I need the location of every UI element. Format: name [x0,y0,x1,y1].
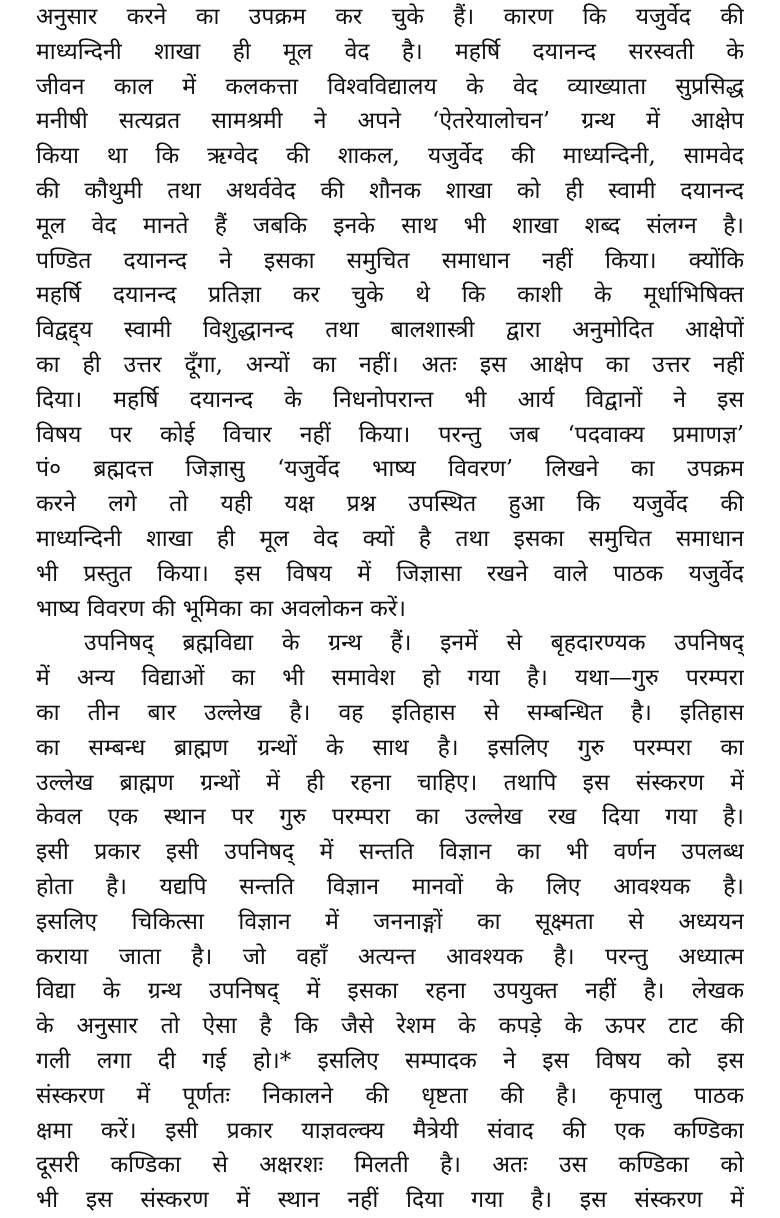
paragraph-2 [36,626,744,1218]
text-line: विद्या के ग्रन्थ उपनिषद् में इसका रहना उपयुक्त नहीं है। लेखक [36,978,744,1005]
text-line: उपनिषद् ब्रह्मविद्या के ग्रन्थ हैं। इनमें से बृहदारण्यक उपनिषद् [84,630,744,657]
text-line: दूसरी कण्डिका से अक्षरशः मिलती है। अतः उस कण्डिका को [36,1152,744,1179]
text-line: किया था कि ऋग्वेद की शाकल, यजुर्वेद की माध्यन्दिनी, सामवेद [36,143,744,170]
text-line: पं० ब्रह्मदत्त जिज्ञासु ‘यजुर्वेद भाष्य विवरण’ लिखने का उपक्रम [36,456,744,483]
paragraph-1 [36,0,744,626]
text-line: संस्करण में पूर्णतः निकालने की धृष्टता की है। कृपालु पाठक [36,1082,744,1109]
text-line: का तीन बार उल्लेख है। वह इतिहास से सम्बन्धित है। इतिहास [36,699,744,726]
text-line: माध्यन्दिनी शाखा ही मूल वेद क्यों है तथा इसका समुचित समाधान [36,525,744,552]
text-line: भी प्रस्तुत किया। इस विषय में जिज्ञासा रखने वाले पाठक यजुर्वेद [36,560,744,587]
text-line: जीवन काल में कलकत्ता विश्वविद्यालय के वेद व्याख्याता सुप्रसिद्ध [36,73,744,100]
text-line: में अन्य विद्याओं का भी समावेश हो गया है। यथा—गुरु परम्परा [36,665,744,692]
text-line: मूल वेद मानते हैं जबकि इनके साथ भी शाखा शब्द संलग्न है। [36,212,744,239]
text-line: का ही उत्तर दूँगा, अन्यों का नहीं। अतः इस आक्षेप का उत्तर नहीं [36,351,744,378]
text-line: मनीषी सत्यव्रत सामश्रमी ने अपने ‘ऐतरेयालोचन’ ग्रन्थ में आक्षेप [36,108,744,135]
text-line: दिया। महर्षि दयानन्द के निधनोपरान्त भी आर्य विद्वानों ने इस [36,386,744,413]
text-line: गली लगा दी गई हो।* इसलिए सम्पादक ने इस विषय को इस [36,1047,744,1074]
text-line: केवल एक स्थान पर गुरु परम्परा का उल्लेख रख दिया गया है। [36,804,744,831]
text-line: भी इस संस्करण में स्थान नहीं दिया गया है। इस संस्करण में [36,1187,744,1214]
document-page [36,0,744,1218]
text-line: का सम्बन्ध ब्राह्मण ग्रन्थों के साथ है। इसलिए गुरु परम्परा का [36,734,744,761]
text-line: पण्डित दयानन्द ने इसका समुचित समाधान नहीं किया। क्योंकि [36,247,744,274]
text-line: के अनुसार तो ऐसा है कि जैसे रेशम के कपड़े के ऊपर टाट की [36,1013,744,1040]
text-line: भाष्य विवरण की भूमिका का अवलोकन करें। [36,595,406,622]
text-line: कराया जाता है। जो वहाँ अत्यन्त आवश्यक है। परन्तु अध्यात्म [36,943,744,970]
text-line: माध्यन्दिनी शाखा ही मूल वेद है। महर्षि दयानन्द सरस्वती के [36,38,744,65]
text-line: की कौथुमी तथा अथर्ववेद की शौनक शाखा को ही स्वामी दयानन्द [36,177,744,204]
text-line: इसलिए चिकित्सा विज्ञान में जननाङ्गों का सूक्ष्मता से अध्ययन [36,908,744,935]
text-line: उल्लेख ब्राह्मण ग्रन्थों में ही रहना चाहिए। तथापि इस संस्करण में [36,769,744,796]
text-line: होता है। यद्यपि सन्तति विज्ञान मानवों के लिए आवश्यक है। [36,873,744,900]
text-line: विद्वद्द्‌य स्वामी विशुद्धानन्द तथा बालशास्त्री द्वारा अनुमोदित आक्षेपों [36,317,744,344]
text-line: इसी प्रकार इसी उपनिषद् में सन्तति विज्ञान का भी वर्णन उपलब्ध [36,839,744,866]
text-line: अनुसार करने का उपक्रम कर चुके हैं। कारण कि यजुर्वेद की [36,4,744,30]
text-line: क्षमा करें। इसी प्रकार याज्ञवल्क्य मैत्रेयी संवाद की एक कण्डिका [36,1117,744,1144]
text-line: करने लगे तो यही यक्ष प्रश्न उपस्थित हुआ कि यजुर्वेद की [36,491,744,518]
text-line: महर्षि दयानन्द प्रतिज्ञा कर चुके थे कि काशी के मूर्धाभिषिक्त [36,282,744,309]
text-line: विषय पर कोई विचार नहीं किया। परन्तु जब ‘पदवाक्य प्रमाणज्ञ’ [36,421,744,448]
